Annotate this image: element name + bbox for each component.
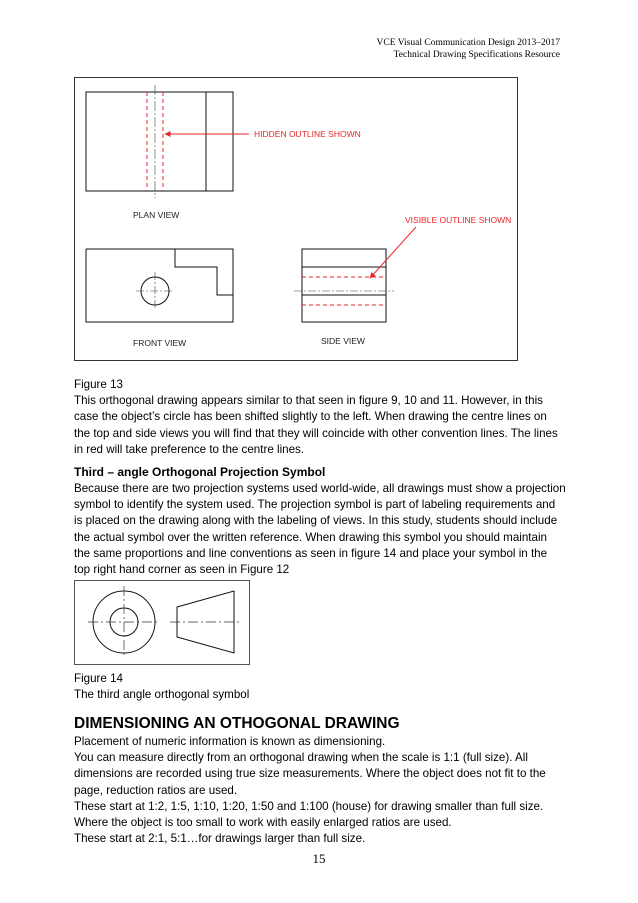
side-view-label: SIDE VIEW: [321, 336, 365, 346]
plan-view-label: PLAN VIEW: [133, 210, 180, 220]
dimensioning-body: [74, 734, 566, 847]
header-title: VCE Visual Communication Design 2013–2017: [376, 38, 560, 48]
dimensioning-heading: DIMENSIONING AN OTHOGONAL DRAWING: [74, 715, 400, 732]
page-header: [377, 37, 560, 61]
dimensioning-p4: Where the object is too small to work with easily enlarged ratios are used.: [74, 816, 452, 830]
header-subtitle: Technical Drawing Specifications Resource: [393, 50, 560, 60]
figure-13-caption: Figure 13: [74, 378, 123, 391]
visible-outline-label: VISIBLE OUTLINE SHOWN: [405, 215, 512, 225]
figure-13-body: This orthogonal drawing appears similar to that seen in figure 9, 10 and 11. However, in this case the object’s circle has been shifted slightly to the left. When drawing the centre lines on the top and side views you will find that they will coincide with other convention lines. The lines in red will take preference to the centre lines.: [74, 394, 558, 456]
third-angle-body: Because there are two projection systems used world-wide, all drawings must show a projection symbol to identify the system used. The projection symbol is part of labeling requirements and is placed on the drawing along with the labeling of views. In this study, students should include the actual symbol over the written reference. When drawing this symbol you should maintain the same proportions and line conventions as seen in figure 14 and place your symbol in the top right hand corner as seen in Figure 12: [74, 482, 566, 577]
side-view: [294, 249, 394, 322]
dimensioning-p5: These start at 2:1, 5:1…for drawings larger than full size.: [74, 832, 366, 846]
dimensioning-p1: Placement of numeric information is known as dimensioning.: [74, 735, 386, 748]
visible-outline-arrow: [370, 227, 416, 278]
dimensioning-p3: These start at 1:2, 1:5, 1:10, 1:20, 1:50 and 1:100 (house) for drawing smaller than full size.: [74, 799, 544, 813]
plan-view: [86, 85, 233, 198]
dimensioning-p2: You can measure directly from an orthogonal drawing when the scale is 1:1 (full size). All dimensions are recorded using true size measurements. Where the object does not fit to the page, reduction ratios are used.: [74, 751, 546, 797]
front-view-label: FRONT VIEW: [133, 338, 187, 348]
hidden-outline-label: HIDDEN OUTLINE SHOWN: [254, 129, 361, 139]
figure-14-third-angle-symbol: [74, 580, 250, 665]
page-number: 15: [312, 851, 326, 866]
figure-14-text: [74, 671, 566, 703]
figure-13-text: [74, 377, 566, 458]
front-view: [86, 249, 233, 322]
figure-14-description: The third angle orthogonal symbol: [74, 688, 250, 702]
third-angle-heading: Third – angle Orthogonal Projection Symbol: [74, 465, 326, 479]
figure-14-caption: Figure 14: [74, 672, 123, 685]
figure-13-orthogonal-drawing: [74, 77, 518, 361]
